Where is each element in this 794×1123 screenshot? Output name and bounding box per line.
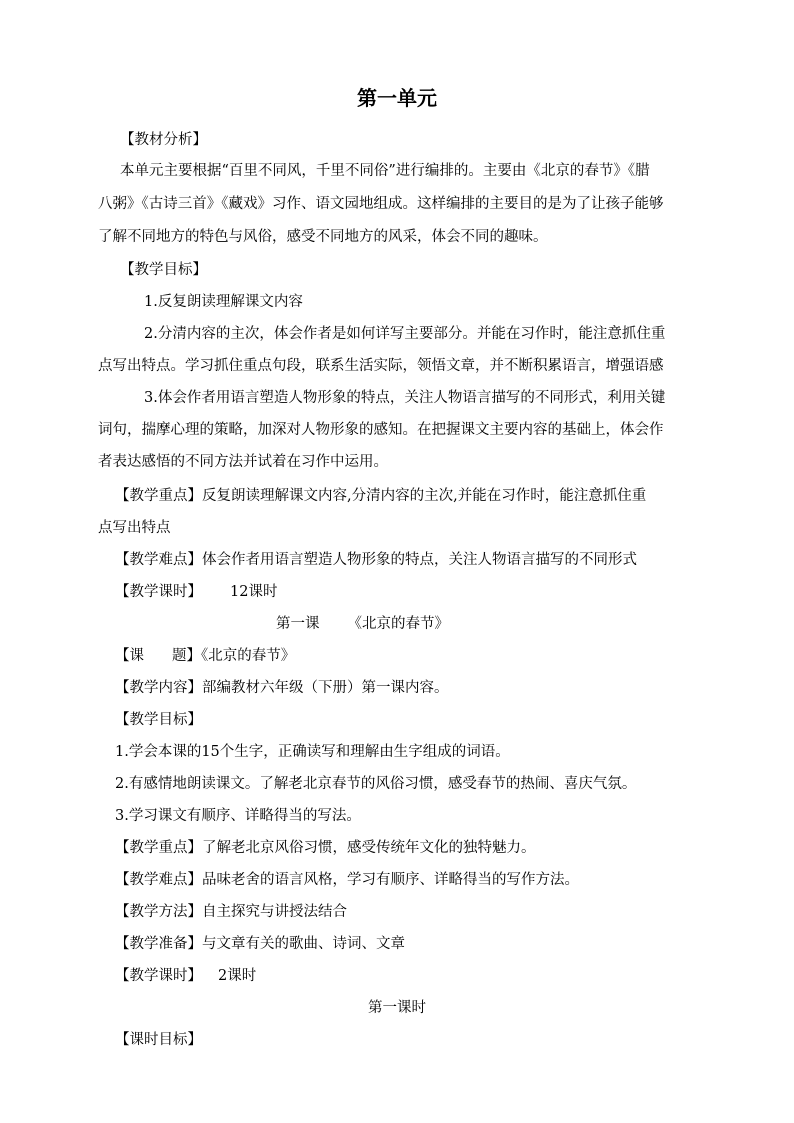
lesson-topic-label-end: 题】	[172, 648, 201, 664]
lesson-goal-3: 3.学习课文有顺序、详略得当的写法。	[115, 808, 361, 824]
unit-hours-label: 【教学课时】	[115, 584, 202, 600]
unit-goals-heading: 【教学目标】	[120, 262, 207, 278]
lesson-goal-2: 2.有感情地朗读课文。了解老北京春节的风俗习惯，感受春节的热闹、喜庆气氛。	[115, 776, 637, 792]
unit-goal-3-line-2: 词句，揣摩心理的策略，加深对人物形象的感知。在把握课文主要内容的基础上，体会作	[98, 422, 664, 438]
unit-goal-2-line-2: 点写出特点。学习抓住重点句段，联系生活实际，领悟文章，并不断积累语言，增强语感	[98, 358, 664, 374]
period-goals-heading: 【课时目标】	[115, 1032, 202, 1048]
unit-difficulty: 【教学难点】体会作者用语言塑造人物形象的特点，关注人物语言描写的不同形式	[115, 552, 637, 568]
lesson-goals-heading: 【教学目标】	[115, 712, 202, 728]
analysis-line-3: 了解不同地方的特色与风俗，感受不同地方的风采，体会不同的趣味。	[98, 229, 548, 245]
period-heading: 第一课时	[368, 1000, 426, 1016]
lesson-content: 【教学内容】部编教材六年级（下册）第一课内容。	[115, 680, 449, 696]
lesson-preparation: 【教学准备】与文章有关的歌曲、诗词、文章	[115, 936, 405, 952]
lesson-topic-label: 【课	[115, 648, 144, 664]
unit-goal-3-line-3: 者表达感悟的不同方法并试着在习作中运用。	[98, 454, 388, 470]
lesson-difficulty: 【教学难点】品味老舍的语言风格，学习有顺序、详略得当的写作方法。	[115, 872, 579, 888]
analysis-heading: 【教材分析】	[120, 132, 207, 148]
unit-goal-2-line-1: 2.分清内容的主次，体会作者是如何详写主要部分。并能在习作时，能注意抓住重	[144, 326, 666, 342]
lesson-heading	[276, 614, 449, 634]
unit-hours-value: 12课时	[230, 584, 278, 600]
analysis-line-1: 本单元主要根据“百里不同风，千里不同俗”进行编排的。主要由《北京的春节》《腊	[120, 163, 650, 179]
lesson-heading-number: 第一课	[276, 616, 320, 632]
unit-goal-3-line-1: 3.体会作者用语言塑造人物形象的特点，关注人物语言描写的不同形式，利用关键	[144, 390, 666, 406]
lesson-method: 【教学方法】自主探究与讲授法结合	[115, 904, 347, 920]
unit-hours	[115, 582, 277, 602]
analysis-line-2: 八粥》《古诗三首》《藏戏》习作、语文园地组成。这样编排的主要目的是为了让孩子能够	[98, 196, 664, 212]
unit-key-points-line-2: 点写出特点	[98, 520, 171, 536]
lesson-hours-value: 2课时	[218, 968, 257, 984]
lesson-topic	[115, 646, 295, 666]
unit-goal-1: 1.反复朗读理解课文内容	[144, 294, 303, 310]
page-title: 第一单元	[357, 86, 437, 110]
lesson-key-point: 【教学重点】了解老北京风俗习惯，感受传统年文化的独特魅力。	[115, 840, 536, 856]
lesson-heading-title: 《北京的春节》	[347, 616, 449, 632]
lesson-hours	[115, 966, 256, 986]
lesson-topic-value: 《北京的春节》	[201, 648, 296, 664]
lesson-hours-label: 【教学课时】	[115, 968, 202, 984]
lesson-goal-1: 1.学会本课的15个生字，正确读写和理解由生字组成的词语。	[115, 744, 510, 760]
unit-key-points-line-1: 【教学重点】反复朗读理解课文内容,分清内容的主次,并能在习作时，能注意抓住重	[115, 488, 647, 504]
